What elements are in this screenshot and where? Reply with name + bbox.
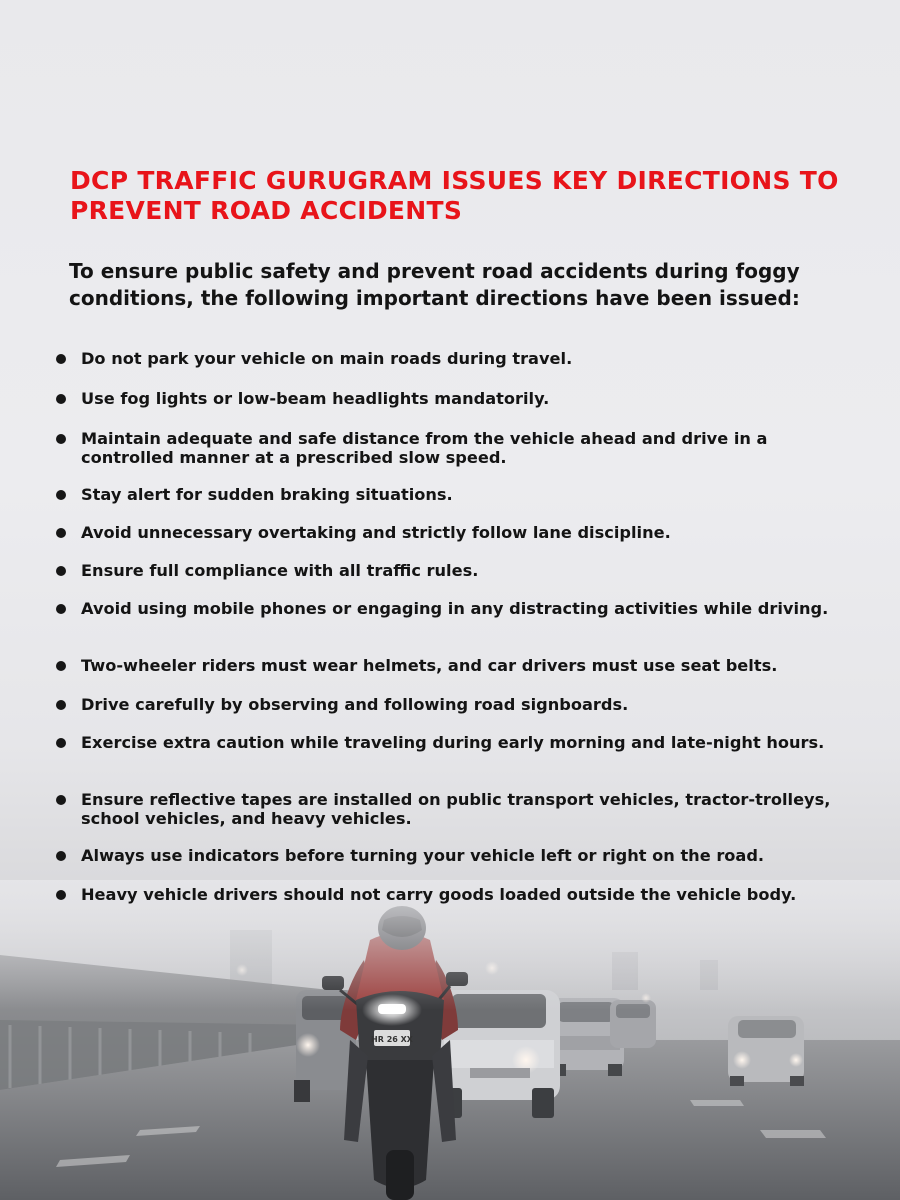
bullet-dot-icon <box>56 700 66 710</box>
direction-text: Maintain adequate and safe distance from the vehicle ahead and drive in a controlled manner at a prescribed slow speed. <box>81 429 768 467</box>
list-item <box>55 846 855 865</box>
bullet-dot-icon <box>56 851 66 861</box>
list-item <box>55 733 855 752</box>
headline: DCP TRAFFIC GURUGRAM ISSUES KEY DIRECTIONS TO PREVENT ROAD ACCIDENTS <box>70 166 839 225</box>
bullet-dot-icon <box>56 890 66 900</box>
list-item <box>55 695 855 714</box>
bullet-dot-icon <box>56 528 66 538</box>
direction-text: Ensure full compliance with all traffic rules. <box>81 561 479 580</box>
bullet-dot-icon <box>56 795 66 805</box>
direction-text: Exercise extra caution while traveling during early morning and late-night hours. <box>81 733 825 752</box>
direction-text: Use fog lights or low-beam headlights mandatorily. <box>81 389 550 408</box>
bullet-dot-icon <box>56 434 66 444</box>
list-item <box>55 485 855 504</box>
direction-text: Heavy vehicle drivers should not carry goods loaded outside the vehicle body. <box>81 885 797 904</box>
list-item <box>55 349 855 368</box>
direction-text: Ensure reflective tapes are installed on public transport vehicles, tractor-trolleys, school vehicles, and heavy vehicles. <box>81 790 831 828</box>
number-plate-text: HR 26 XX <box>371 1035 413 1044</box>
direction-text: Stay alert for sudden braking situations. <box>81 485 453 504</box>
list-item <box>55 599 855 618</box>
direction-text: Avoid unnecessary overtaking and strictly follow lane discipline. <box>81 523 671 542</box>
list-item <box>55 790 855 828</box>
list-item <box>55 656 855 675</box>
intro-paragraph: To ensure public safety and prevent road accidents during foggy conditions, the following important directions have been issued: <box>69 259 800 310</box>
bullet-dot-icon <box>56 661 66 671</box>
direction-text: Avoid using mobile phones or engaging in any distracting activities while driving. <box>81 599 829 618</box>
list-item <box>55 389 855 408</box>
direction-text: Drive carefully by observing and following road signboards. <box>81 695 629 714</box>
list-item <box>55 523 855 542</box>
direction-text: Two-wheeler riders must wear helmets, and car drivers must use seat belts. <box>81 656 778 675</box>
bullet-dot-icon <box>56 604 66 614</box>
bullet-dot-icon <box>56 738 66 748</box>
direction-text: Always use indicators before turning your vehicle left or right on the road. <box>81 846 765 865</box>
direction-text: Do not park your vehicle on main roads during travel. <box>81 349 573 368</box>
list-item <box>55 429 855 467</box>
bullet-dot-icon <box>56 394 66 404</box>
bullet-dot-icon <box>56 566 66 576</box>
bullet-dot-icon <box>56 490 66 500</box>
list-item <box>55 885 855 904</box>
list-item <box>55 561 855 580</box>
bullet-dot-icon <box>56 354 66 364</box>
